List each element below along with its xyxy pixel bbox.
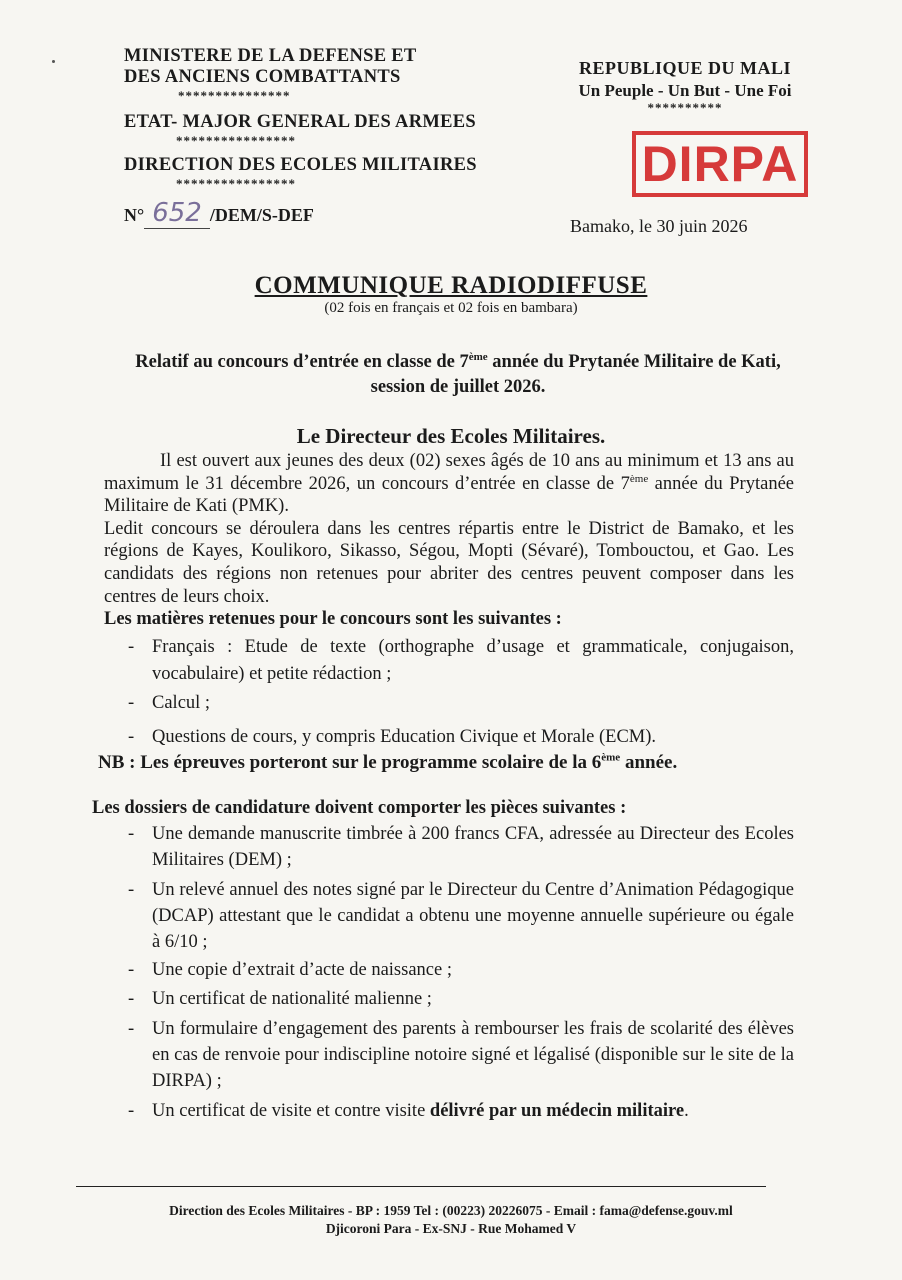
dirpa-stamp: DIRPA xyxy=(632,131,808,197)
number-suffix: /DEM/S-DEF xyxy=(209,205,314,225)
footer-line-2: Djicoroni Para - Ex-SNJ - Rue Mohamed V xyxy=(325,1221,577,1236)
nb-text-1: NB : Les épreuves porteront sur le programme scolaire de la 6 xyxy=(98,751,602,773)
etat-major-line: ETAT- MAJOR GENERAL DES ARMEES xyxy=(124,112,476,132)
document-date: Bamako, le 30 juin 2026 xyxy=(570,216,748,236)
list-item: - Un relevé annuel des notes signé par le Directeur du Centre d’Animation Pédagogique (DCAP) attestant que le candidat a obtenu une moyenne annuelle supérieure ou égale à 6/10 ; xyxy=(104,877,794,955)
visit-cert-text: Un certificat de visite et contre visite xyxy=(152,1101,430,1122)
subjects-heading: Les matières retenues pour le concours sont les suivantes : xyxy=(104,609,562,630)
list-item: - Questions de cours, y compris Education Civique et Morale (ECM). xyxy=(104,726,794,749)
communique-title: COMMUNIQUE RADIODIFFUSE xyxy=(254,272,648,299)
list-item: - Un certificat de nationalité malienne ; xyxy=(104,988,794,1011)
communique-subject xyxy=(118,350,798,400)
communique-title-block xyxy=(0,272,902,317)
list-item xyxy=(104,1100,794,1123)
stars-separator-4: ********** xyxy=(647,100,723,115)
visit-cert-end: . xyxy=(684,1101,689,1122)
number-prefix: N° xyxy=(124,205,145,225)
subject-text-1: Relatif au concours d’entrée en classe de 7 xyxy=(135,352,469,372)
documents-list xyxy=(104,821,794,1123)
communique-subtitle: (02 fois en français et 02 fois en bambara) xyxy=(324,300,578,316)
footer-divider xyxy=(76,1186,766,1187)
paragraph-eligibility xyxy=(104,450,794,518)
handwritten-number: 652 xyxy=(144,198,210,229)
subject-text-2: année du Prytanée Militaire de Kati, session de juillet 2026. xyxy=(370,352,781,397)
list-item: - Une demande manuscrite timbrée à 200 francs CFA, adressée au Directeur des Ecoles Militaires (DEM) ; xyxy=(104,821,794,873)
list-item: - Un formulaire d’engagement des parents à rembourser les frais de scolarité des élèves en cas de renvoie pour indiscipline notoire signé et légalisé (disponible sur le site de la DIRPA) ; xyxy=(104,1016,794,1094)
footer-line-1: Direction des Ecoles Militaires - BP : 1959 Tel : (00223) 20226075 - Email : fama@defense.gouv.ml xyxy=(169,1203,733,1218)
republic-header xyxy=(555,58,815,115)
ministry-line-1: MINISTERE DE LA DEFENSE ET xyxy=(124,46,417,66)
paragraph-centres: Ledit concours se déroulera dans les centres répartis entre le District de Bamako, et les régions de Kayes, Koulikoro, Sikasso, Ségou, Mopti (Sévaré), Tombouctou, et Gao. Les candidats des régions non retenues pour abriter des centres peuvent composer dans les centres de leurs choix. xyxy=(104,518,794,607)
national-motto: Un Peuple - Un But - Une Foi xyxy=(578,81,792,100)
stars-separator-2: **************** xyxy=(176,133,296,148)
nb-text-2: année. xyxy=(620,751,678,773)
eligibility-text-1: Il est ouvert aux jeunes des deux (02) sexes âgés de 10 ans au minimum et 13 ans au maximum le 31 décembre 2026, un concours d’entrée en classe de 7 xyxy=(104,451,794,494)
speck-mark xyxy=(52,60,55,63)
documents-heading: Les dossiers de candidature doivent comporter les pièces suivantes : xyxy=(92,797,627,818)
director-heading: Le Directeur des Ecoles Militaires. xyxy=(296,424,606,448)
stars-separator-1: *************** xyxy=(178,88,291,103)
reference-number xyxy=(124,198,314,228)
eligibility-sup: ème xyxy=(629,472,649,485)
direction-line: DIRECTION DES ECOLES MILITAIRES xyxy=(124,155,477,175)
list-item: - Une copie d’extrait d’acte de naissance ; xyxy=(104,959,794,982)
list-item: - Français : Etude de texte (orthographe d’usage et grammaticale, conjugaison, vocabulaire) et petite rédaction ; xyxy=(104,634,794,688)
subject-sup: ème xyxy=(468,350,488,363)
footer-address xyxy=(0,1202,902,1238)
republic-title: REPUBLIQUE DU MALI xyxy=(578,58,792,78)
list-item: - Calcul ; xyxy=(104,692,794,715)
nb-sup: ème xyxy=(601,751,621,764)
ministry-line-2: DES ANCIENS COMBATTANTS xyxy=(124,67,401,87)
visit-cert-bold: délivré par un médecin militaire xyxy=(429,1101,685,1122)
subjects-list xyxy=(104,634,794,749)
ministry-header xyxy=(124,46,524,192)
stars-separator-3: **************** xyxy=(176,176,296,191)
eligibility-text-2: année du Prytanée Militaire de Kati (PMK). xyxy=(104,473,794,517)
communique-body xyxy=(92,450,794,1123)
nb-note xyxy=(98,752,794,775)
